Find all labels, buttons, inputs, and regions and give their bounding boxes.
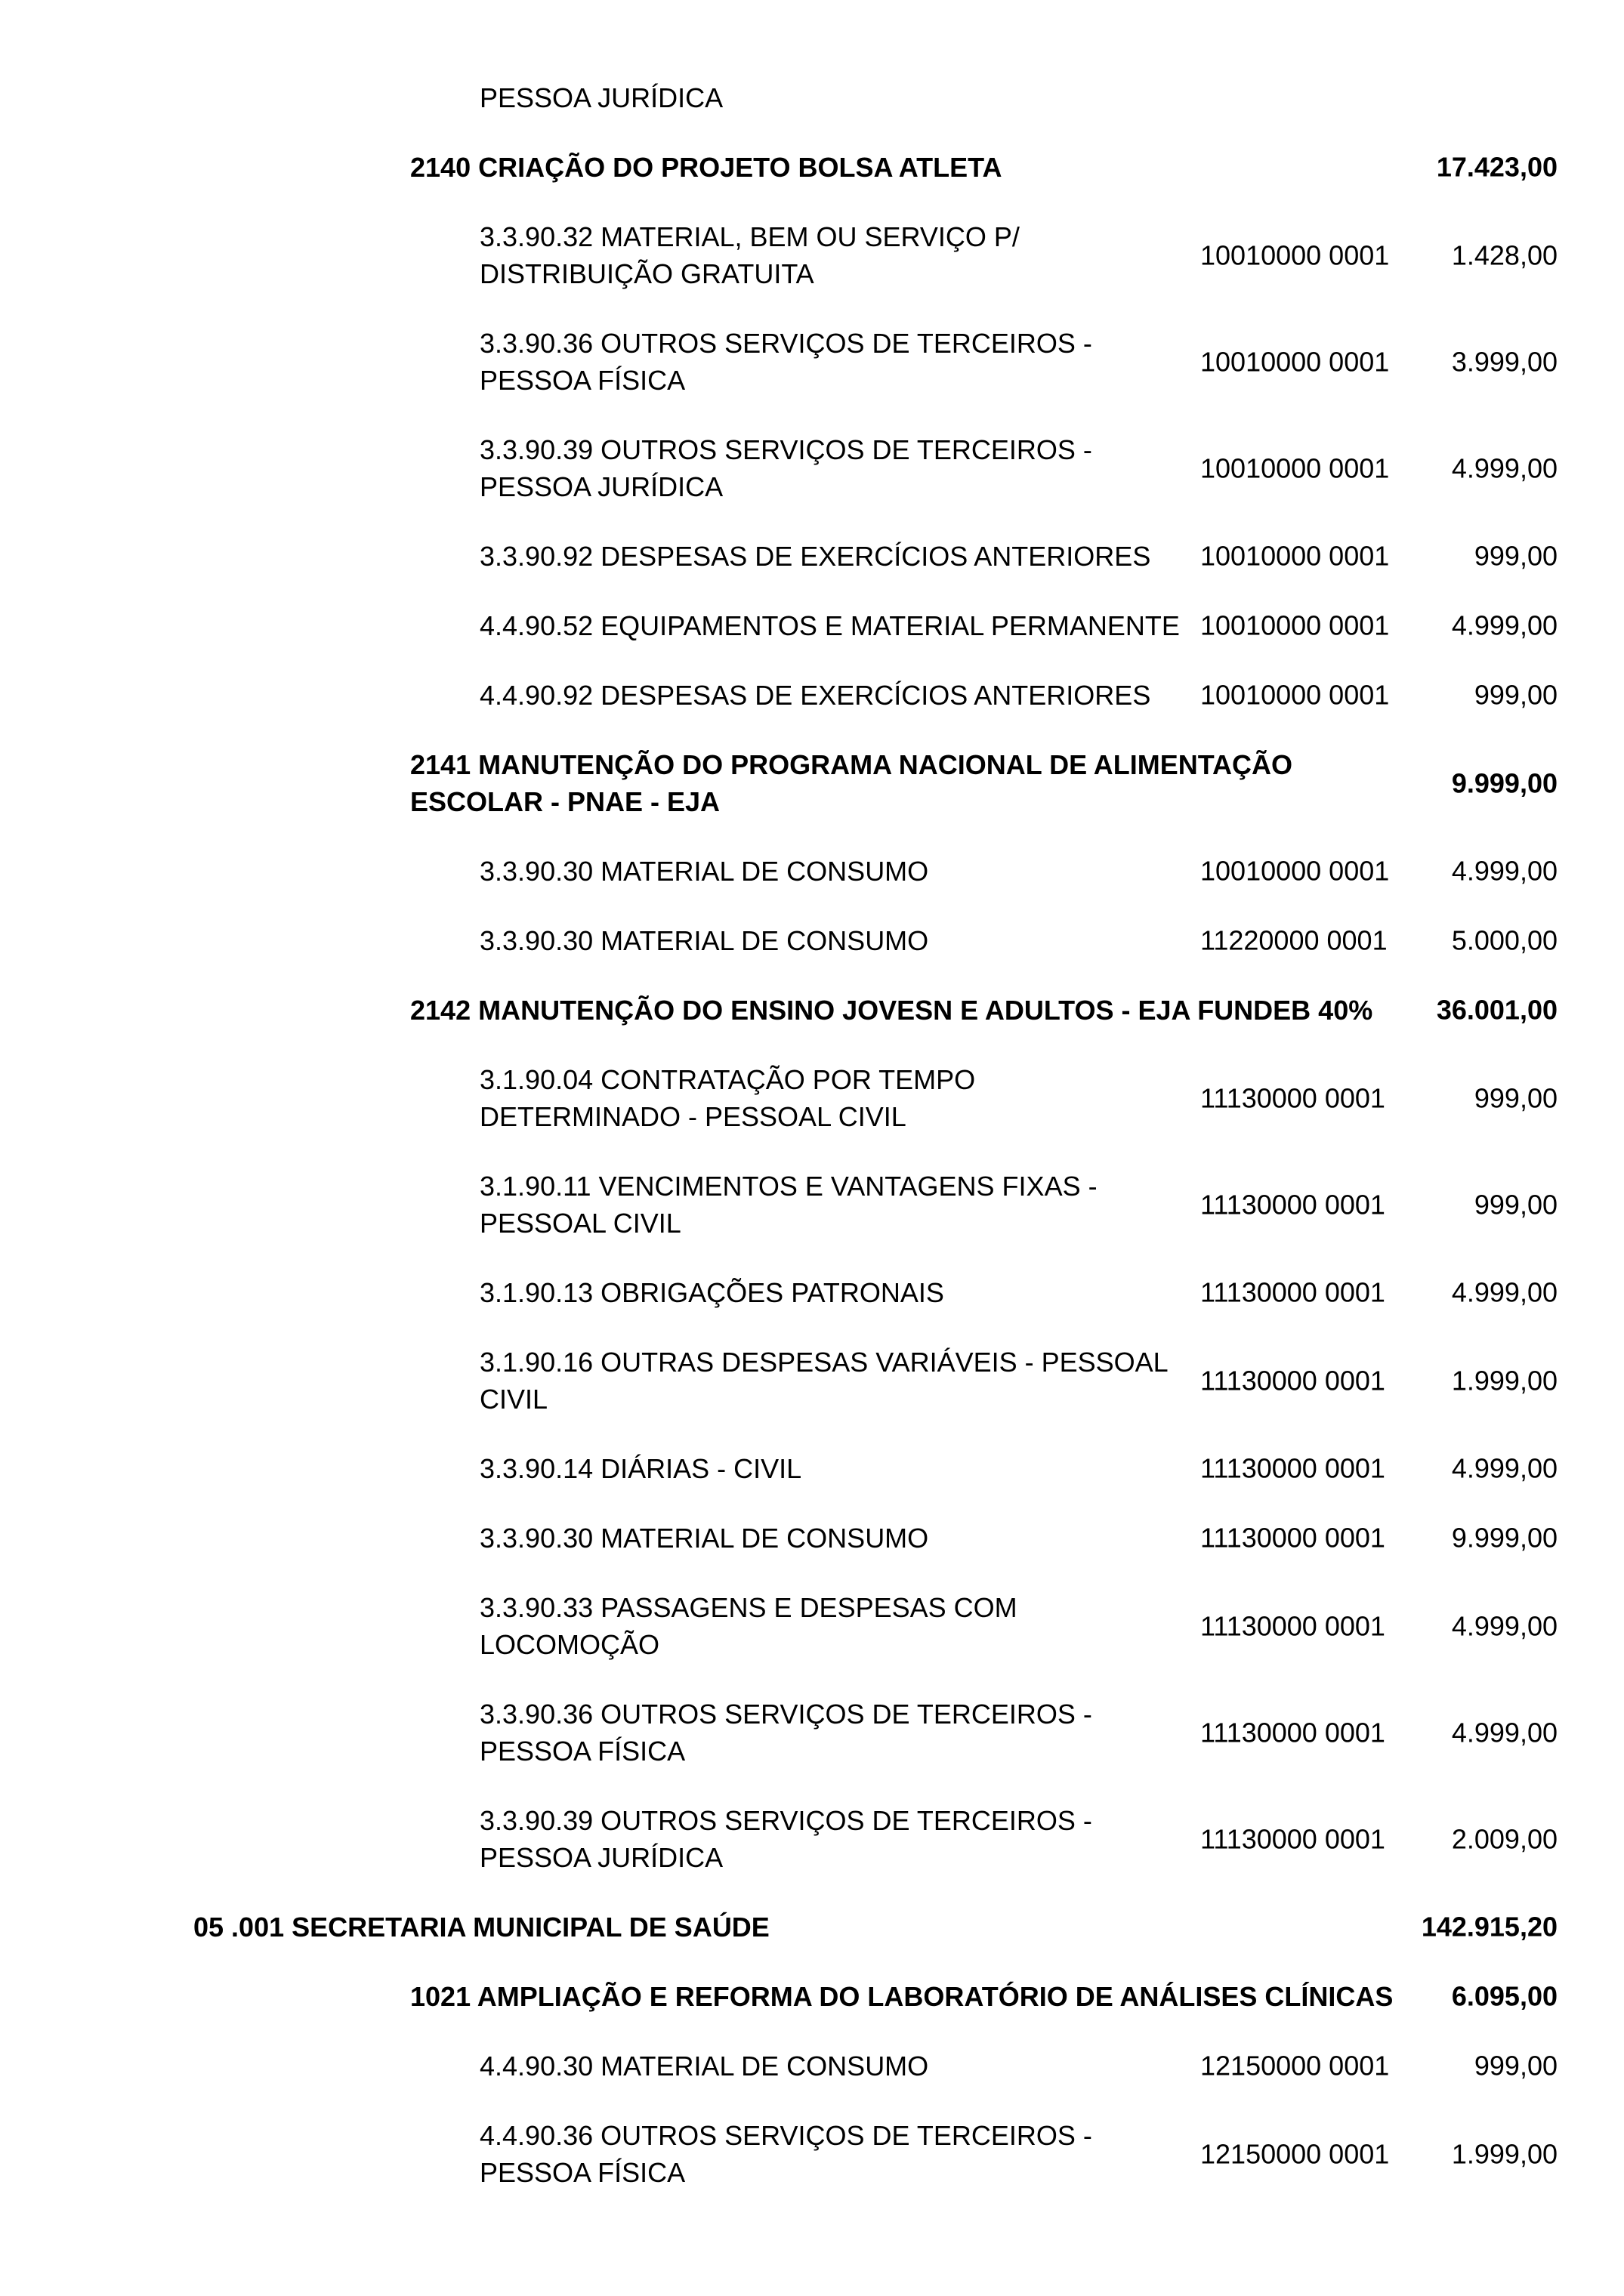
description-line: 1021 AMPLIAÇÃO E REFORMA DO LABORATÓRIO DE ANÁLISES CLÍNICAS <box>410 1980 1394 2012</box>
action-amount: 36.001,00 <box>1436 994 1558 1026</box>
description-line: 3.1.90.16 OUTRAS DESPESAS VARIÁVEIS - PESSOAL <box>480 1346 1169 1378</box>
item-amount: 1.999,00 <box>1451 2138 1558 2169</box>
resource-source-code: 10010000 0001 <box>1200 679 1390 711</box>
description-line: 3.3.90.39 OUTROS SERVIÇOS DE TERCEIROS - <box>480 1804 1092 1836</box>
item-amount: 5.000,00 <box>1451 924 1558 956</box>
budget-item-row <box>0 836 1624 906</box>
description-line: 4.4.90.52 EQUIPAMENTOS E MATERIAL PERMANENTE <box>480 609 1180 641</box>
item-amount: 4.999,00 <box>1451 609 1558 641</box>
item-amount: 999,00 <box>1474 1082 1558 1113</box>
budget-item-row <box>0 63 1624 132</box>
item-amount: 999,00 <box>1474 1189 1558 1220</box>
description-line: PESSOA JURÍDICA <box>480 82 724 113</box>
description-line: PESSOA FÍSICA <box>480 2156 686 2188</box>
item-description <box>480 677 1624 714</box>
description-line: 3.3.90.32 MATERIAL, BEM OU SERVIÇO P/ <box>480 221 1020 252</box>
resource-source-code: 10010000 0001 <box>1200 540 1390 572</box>
action-description <box>410 746 1624 820</box>
budget-item-row <box>0 1785 1624 1892</box>
budget-item-row <box>0 521 1624 591</box>
resource-source-code: 11130000 0001 <box>1200 1610 1385 1641</box>
item-amount: 9.999,00 <box>1451 1522 1558 1554</box>
description-line: 2142 MANUTENÇÃO DO ENSINO JOVESN E ADULTOS - EJA FUNDEB 40% <box>410 994 1373 1026</box>
resource-source-code: 11130000 0001 <box>1200 1452 1385 1484</box>
resource-source-code: 11130000 0001 <box>1200 1189 1385 1220</box>
resource-source-code: 10010000 0001 <box>1200 239 1390 270</box>
resource-source-code: 11220000 0001 <box>1200 924 1388 956</box>
item-description <box>480 1061 1624 1135</box>
resource-source-code: 11130000 0001 <box>1200 1365 1385 1396</box>
budget-item-row <box>0 660 1624 730</box>
action-description <box>410 1978 1624 2015</box>
description-line: ESCOLAR - PNAE - EJA <box>410 785 721 817</box>
item-amount: 4.999,00 <box>1451 1717 1558 1748</box>
action-amount: 17.423,00 <box>1436 151 1558 183</box>
description-line: DETERMINADO - PESSOAL CIVIL <box>480 1100 906 1132</box>
description-line: 4.4.90.36 OUTROS SERVIÇOS DE TERCEIROS - <box>480 2119 1092 2151</box>
item-description <box>480 2048 1624 2085</box>
item-description <box>480 1168 1624 1242</box>
item-amount: 4.999,00 <box>1451 1276 1558 1308</box>
item-amount: 3.999,00 <box>1451 346 1558 377</box>
budget-item-row <box>0 906 1624 975</box>
description-line: 3.3.90.14 DIÁRIAS - CIVIL <box>480 1452 802 1484</box>
action-amount: 9.999,00 <box>1451 767 1558 798</box>
budget-action-row <box>0 730 1624 836</box>
item-amount: 4.999,00 <box>1451 855 1558 887</box>
description-line: PESSOA JURÍDICA <box>480 1841 724 1873</box>
item-description <box>480 538 1624 575</box>
description-line: LOCOMOÇÃO <box>480 1628 660 1660</box>
description-line: CIVIL <box>480 1383 548 1415</box>
budget-item-row <box>0 1572 1624 1679</box>
budget-action-row <box>0 975 1624 1045</box>
item-amount: 4.999,00 <box>1451 1610 1558 1641</box>
budget-item-row <box>0 202 1624 308</box>
description-line: 3.3.90.92 DESPESAS DE EXERCÍCIOS ANTERIORES <box>480 540 1151 572</box>
budget-unit-row <box>0 1892 1624 1961</box>
description-line: PESSOA JURÍDICA <box>480 471 724 502</box>
unit-description <box>193 1909 1624 1946</box>
resource-source-code: 11130000 0001 <box>1200 1276 1385 1308</box>
resource-source-code: 11130000 0001 <box>1200 1717 1385 1748</box>
resource-source-code: 12150000 0001 <box>1200 2050 1390 2082</box>
budget-item-row <box>0 591 1624 660</box>
description-line: 3.3.90.39 OUTROS SERVIÇOS DE TERCEIROS - <box>480 434 1092 465</box>
resource-source-code: 10010000 0001 <box>1200 452 1390 483</box>
unit-amount: 142.915,20 <box>1421 1911 1558 1943</box>
description-line: 3.3.90.30 MATERIAL DE CONSUMO <box>480 924 929 956</box>
item-amount: 4.999,00 <box>1451 452 1558 483</box>
description-line: 2141 MANUTENÇÃO DO PROGRAMA NACIONAL DE ALIMENTAÇÃO <box>410 748 1293 780</box>
resource-source-code: 10010000 0001 <box>1200 609 1390 641</box>
item-amount: 999,00 <box>1474 679 1558 711</box>
budget-item-row <box>0 2031 1624 2100</box>
budget-item-row <box>0 1503 1624 1572</box>
description-line: DISTRIBUIÇÃO GRATUITA <box>480 258 814 289</box>
budget-item-row <box>0 1679 1624 1785</box>
description-line: 3.1.90.13 OBRIGAÇÕES PATRONAIS <box>480 1276 944 1308</box>
budget-item-row <box>0 1433 1624 1503</box>
resource-source-code: 10010000 0001 <box>1200 855 1390 887</box>
description-line: 3.3.90.36 OUTROS SERVIÇOS DE TERCEIROS - <box>480 327 1092 359</box>
item-amount: 999,00 <box>1474 2050 1558 2082</box>
resource-source-code: 11130000 0001 <box>1200 1082 1385 1113</box>
description-line: 3.3.90.30 MATERIAL DE CONSUMO <box>480 855 929 887</box>
budget-item-row <box>0 415 1624 521</box>
description-line: 3.3.90.33 PASSAGENS E DESPESAS COM <box>480 1591 1017 1623</box>
item-amount: 1.999,00 <box>1451 1365 1558 1396</box>
item-amount: 4.999,00 <box>1451 1452 1558 1484</box>
description-line: PESSOA FÍSICA <box>480 364 686 396</box>
description-line: PESSOAL CIVIL <box>480 1207 681 1239</box>
budget-action-row <box>0 1961 1624 2031</box>
item-amount: 2.009,00 <box>1451 1823 1558 1854</box>
budget-item-row <box>0 308 1624 415</box>
description-line: 3.1.90.11 VENCIMENTOS E VANTAGENS FIXAS - <box>480 1170 1098 1202</box>
item-amount: 999,00 <box>1474 540 1558 572</box>
item-amount: 1.428,00 <box>1451 239 1558 270</box>
budget-action-row <box>0 132 1624 202</box>
resource-source-code: 12150000 0001 <box>1200 2138 1390 2169</box>
budget-item-row <box>0 1327 1624 1433</box>
description-line: 3.3.90.36 OUTROS SERVIÇOS DE TERCEIROS - <box>480 1698 1092 1730</box>
budget-item-row <box>0 1151 1624 1258</box>
description-line: 4.4.90.92 DESPESAS DE EXERCÍCIOS ANTERIORES <box>480 679 1151 711</box>
description-line: 2140 CRIAÇÃO DO PROJETO BOLSA ATLETA <box>410 151 1002 183</box>
resource-source-code: 10010000 0001 <box>1200 346 1390 377</box>
item-description <box>480 79 1624 116</box>
resource-source-code: 11130000 0001 <box>1200 1522 1385 1554</box>
description-line: 05 .001 SECRETARIA MUNICIPAL DE SAÚDE <box>193 1911 770 1943</box>
resource-source-code: 11130000 0001 <box>1200 1823 1385 1854</box>
description-line: PESSOA FÍSICA <box>480 1735 686 1767</box>
action-amount: 6.095,00 <box>1451 1980 1558 2012</box>
description-line: 4.4.90.30 MATERIAL DE CONSUMO <box>480 2050 929 2082</box>
budget-item-row <box>0 2100 1624 2207</box>
description-line: 3.3.90.30 MATERIAL DE CONSUMO <box>480 1522 929 1554</box>
description-line: 3.1.90.04 CONTRATAÇÃO POR TEMPO <box>480 1063 976 1095</box>
budget-item-row <box>0 1045 1624 1151</box>
budget-item-row <box>0 1258 1624 1327</box>
